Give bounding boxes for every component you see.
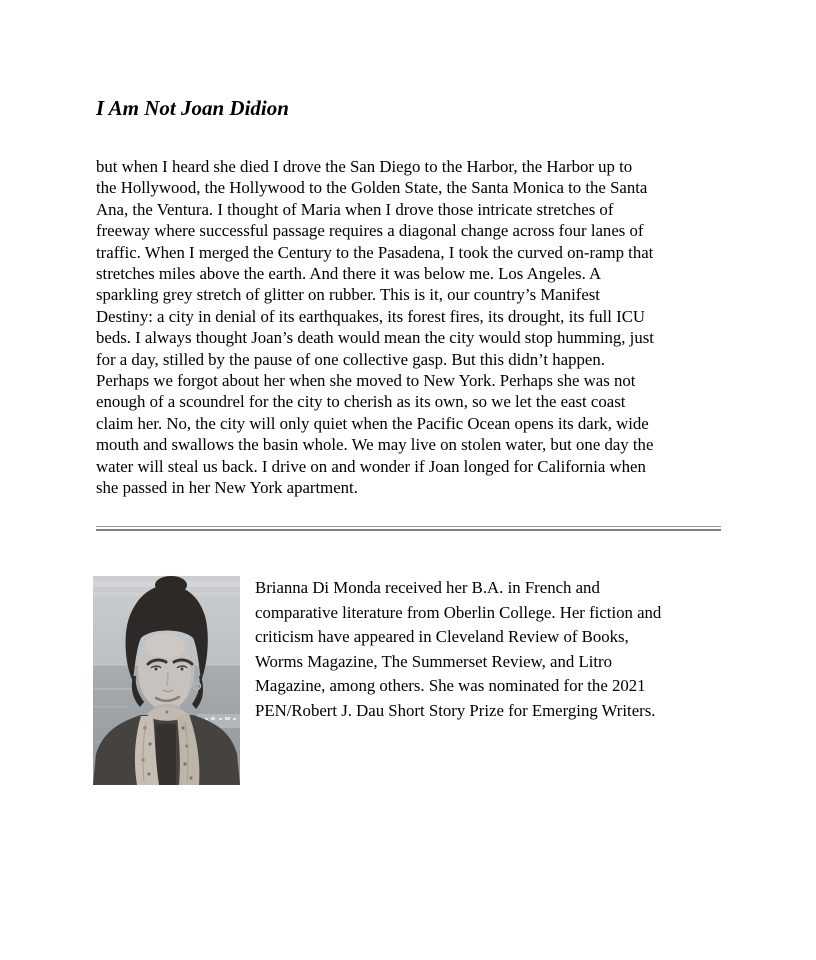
text-line: Destiny: a city in denial of its earthquakes, its forest fires, its drought, its full ICU [96, 306, 646, 326]
text-line: for a day, stilled by the pause of one collective gasp. But this didn’t happen. [96, 349, 605, 369]
shirt [156, 724, 176, 785]
text-line: stretches miles above the earth. And there it was below me. Los Angeles. A [96, 264, 602, 284]
text-line: traffic. When I merged the Century to the Pasadena, I took the curved on-ramp that [96, 242, 654, 262]
text-line: water will steal us back. I drive on and wonder if Joan longed for California when [96, 456, 646, 476]
text-line: Ana, the Ventura. I thought of Maria when I drove those intricate stretches of [96, 199, 614, 219]
section-divider [96, 526, 721, 531]
text-line: Worms Magazine, The Summerset Review, and Litro [255, 651, 613, 671]
text-line: but when I heard she died I drove the San Diego to the Harbor, the Harbor up to [96, 157, 633, 176]
author-portrait-photo [93, 576, 240, 785]
text-line: PEN/Robert J. Dau Short Story Prize for Emerging Writers. [255, 700, 656, 720]
author-bio-text [255, 576, 735, 723]
text-line: Magazine, among others. She was nominated for the 2021 [255, 676, 646, 695]
text-line: she passed in her New York apartment. [96, 478, 358, 498]
text-line: comparative literature from Oberlin College. Her fiction and [255, 602, 662, 622]
text-line: sparkling grey stretch of glitter on rubber. This is it, our country’s Manifest [96, 285, 600, 305]
text-line: Brianna Di Monda received her B.A. in French and [255, 578, 600, 597]
text-line: claim her. No, the city will only quiet when the Pacific Ocean opens its dark, wide [96, 413, 649, 433]
page-title: I Am Not Joan Didion [96, 96, 289, 120]
portrait-illustration [93, 576, 240, 785]
story-paragraph [96, 156, 744, 499]
text-line: Perhaps we forgot about her when she moved to New York. Perhaps she was not [96, 371, 636, 391]
text-line: beds. I always thought Joan’s death would mean the city would stop humming, just [96, 328, 654, 348]
text-line: mouth and swallows the basin whole. We may live on stolen water, but one day the [96, 435, 654, 455]
text-line: criticism have appeared in Cleveland Review of Books, [255, 627, 629, 646]
text-line: freeway where successful passage requires a diagonal change across four lanes of [96, 221, 644, 241]
text-line: the Hollywood, the Hollywood to the Golden State, the Santa Monica to the Santa [96, 178, 648, 198]
text-line: enough of a scoundrel for the city to cherish as its own, so we let the east coast [96, 392, 626, 412]
